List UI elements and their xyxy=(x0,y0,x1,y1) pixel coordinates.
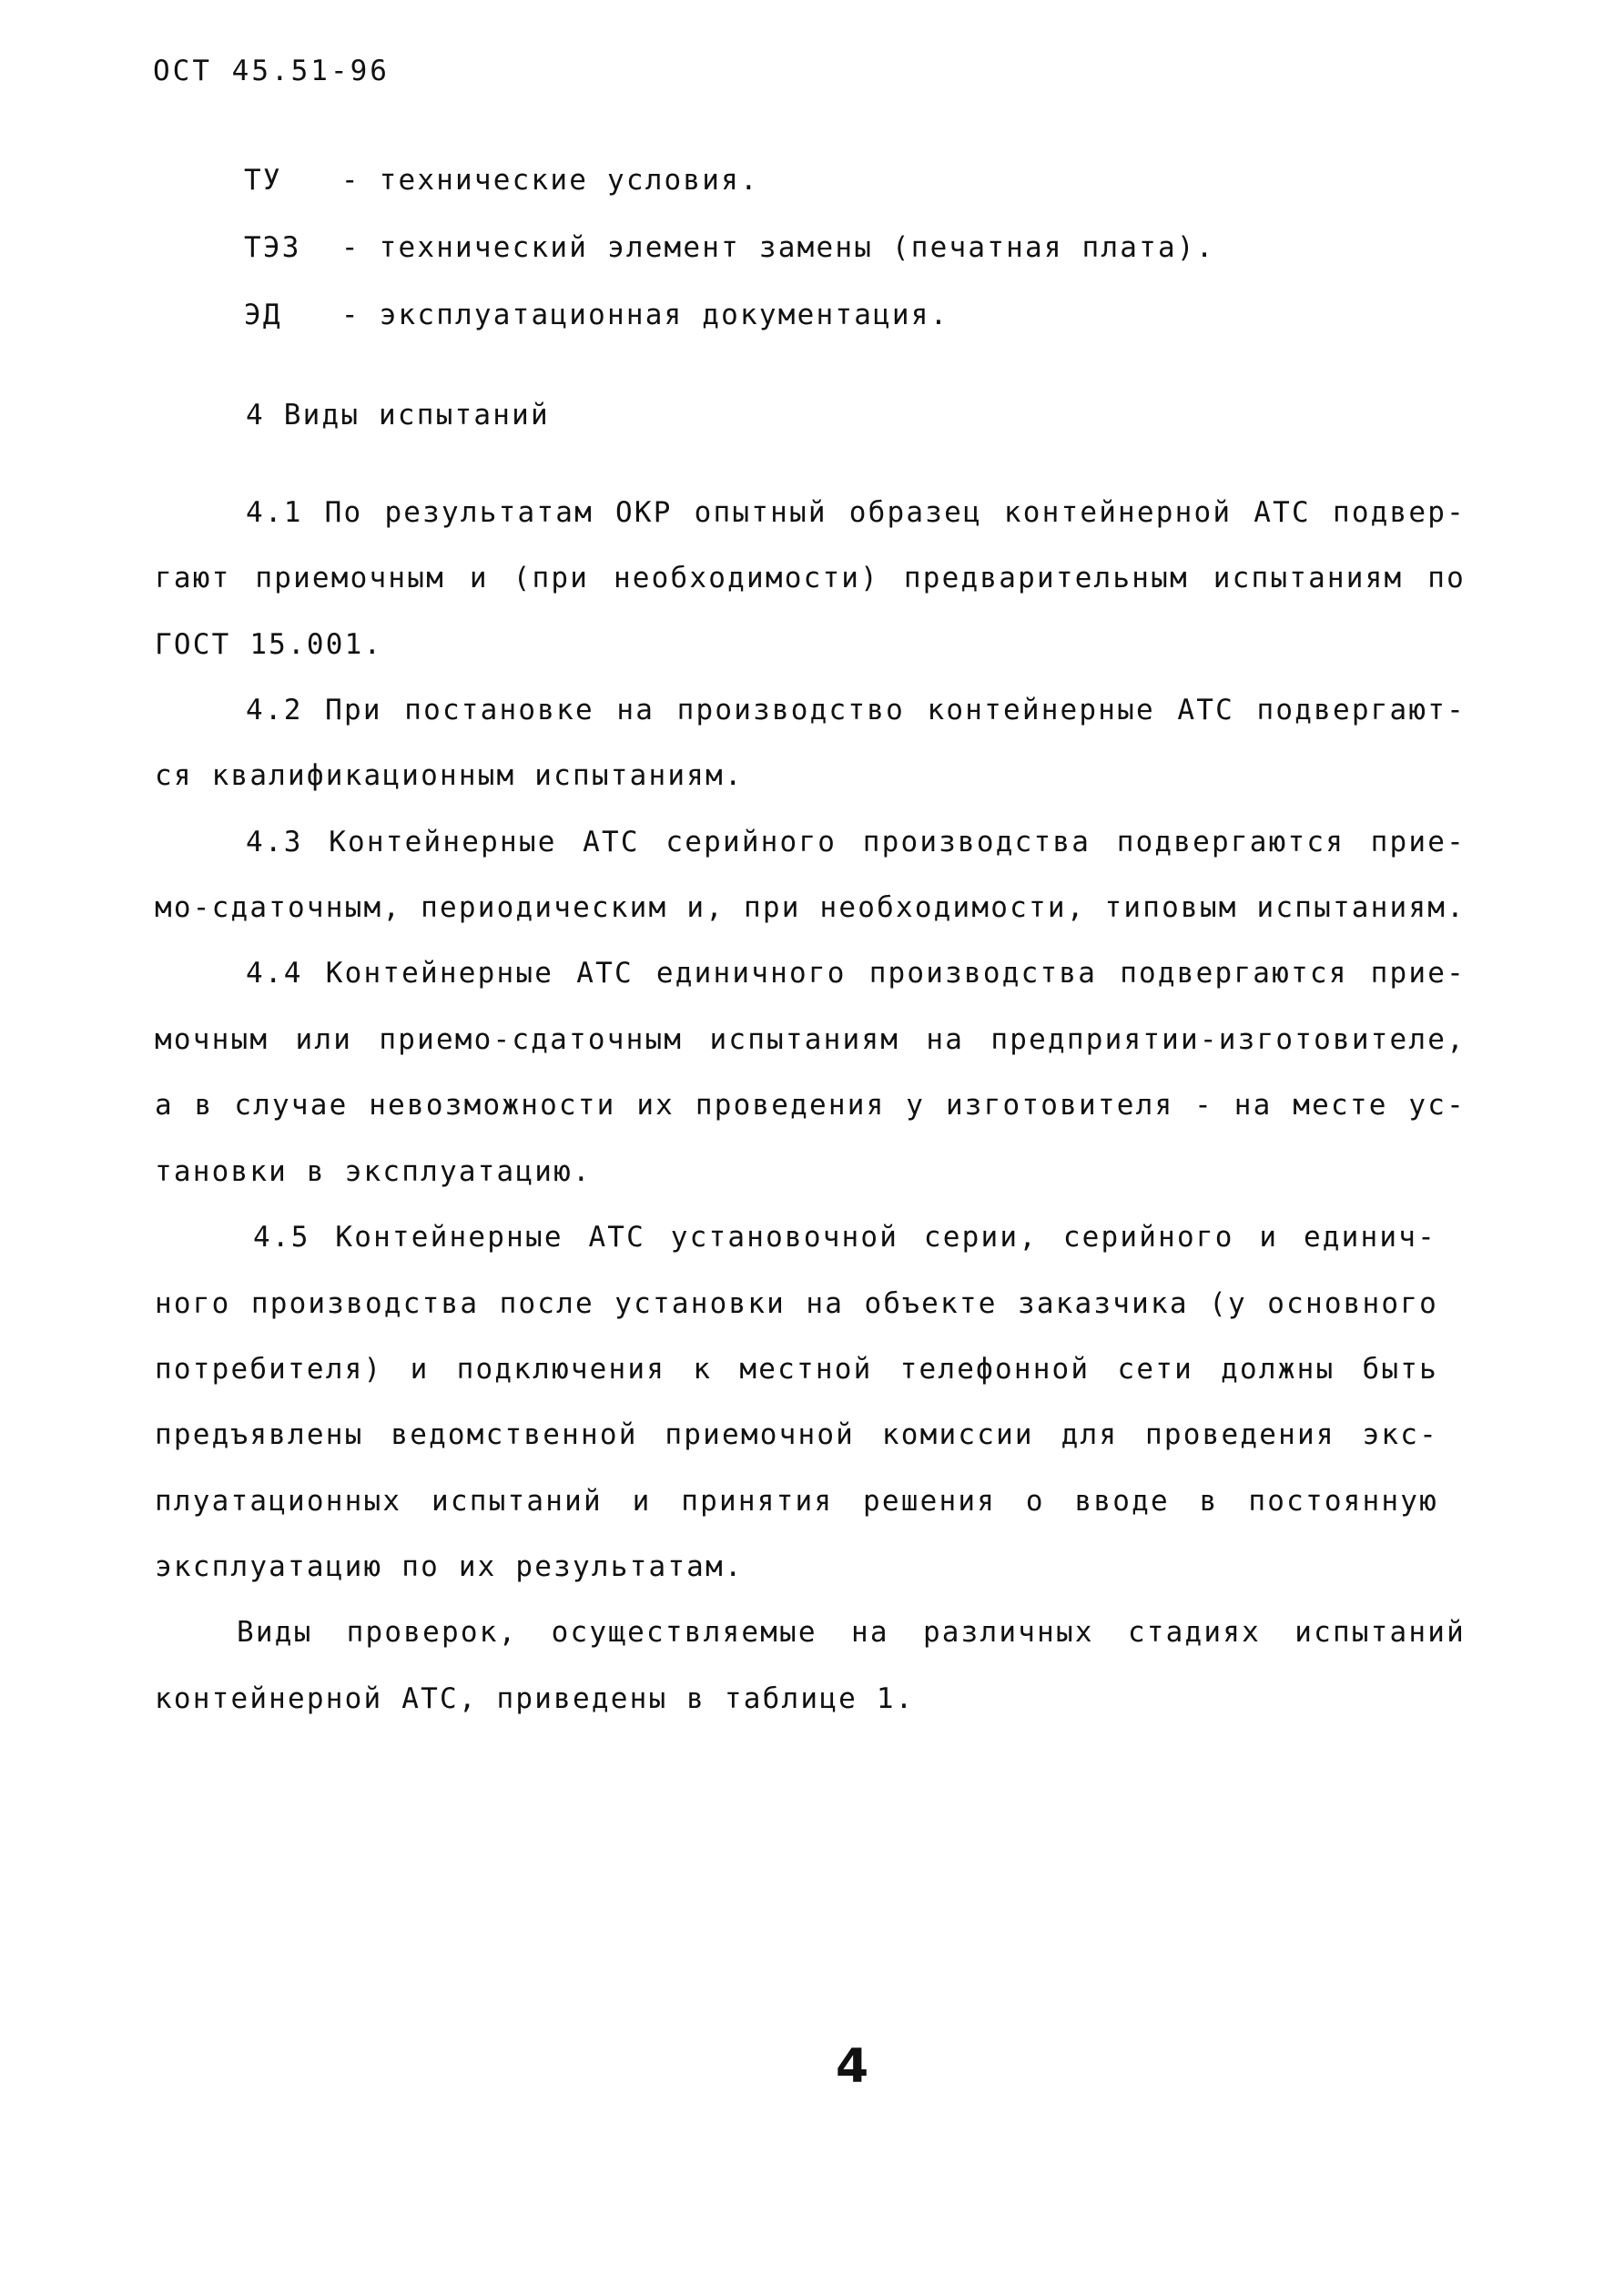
paragraph-line: ГОСТ 15.001. xyxy=(155,628,383,661)
abbreviation-item xyxy=(244,164,759,197)
page-number: 4 xyxy=(836,2039,869,2094)
paragraph-line: 4.2 При постановке на производство контейнерные АТС подвергают- xyxy=(246,694,1466,726)
paragraph-line: 4.5 Контейнерные АТС установочной серии, серийного и единич- xyxy=(253,1221,1436,1254)
paragraph-line: мо-сдаточным, периодическим и, при необходимости, типовым испытаниям. xyxy=(155,891,1466,924)
document-code-header: ОСТ 45.51-96 xyxy=(153,55,390,87)
paragraph-line: контейнерной АТС, приведены в таблице 1. xyxy=(155,1682,915,1715)
abbreviation-definition: - технические условия. xyxy=(340,164,759,197)
paragraph-line: предъявлены ведомственной приемочной комиссии для проведения экс- xyxy=(155,1418,1438,1451)
paragraph-line: плуатационных испытаний и принятия решения о вводе в постоянную xyxy=(155,1485,1438,1518)
paragraph-line: ся квалификационным испытаниям. xyxy=(155,759,744,792)
paragraph-line: мочным или приемо-сдаточным испытаниям на предприятии-изготовителе, xyxy=(155,1023,1466,1056)
abbreviation-term: ЭД xyxy=(244,299,282,331)
paragraph-line: гают приемочным и (при необходимости) предварительным испытаниям по xyxy=(155,562,1466,594)
abbreviation-term: ТУ xyxy=(244,164,282,197)
paragraph-line: 4.1 По результатам ОКР опытный образец контейнерной АТС подвер- xyxy=(246,496,1466,529)
abbreviation-definition: - эксплуатационная документация. xyxy=(340,299,949,331)
abbreviation-term: ТЭЗ xyxy=(244,231,301,264)
paragraph-line: 4.3 Контейнерные АТС серийного производства подвергаются прие- xyxy=(246,826,1466,858)
paragraph-line: потребителя) и подключения к местной телефонной сети должны быть xyxy=(155,1353,1438,1386)
paragraph-line: а в случае невозможности их проведения у изготовителя - на месте ус- xyxy=(155,1089,1466,1122)
section-title: 4 Виды испытаний xyxy=(246,399,550,432)
abbreviation-definition: - технический элемент замены (печатная плата). xyxy=(340,231,1215,264)
paragraph-line: 4.4 Контейнерные АТС единичного производства подвергаются прие- xyxy=(246,957,1466,990)
paragraph-line: тановки в эксплуатацию. xyxy=(155,1155,592,1188)
paragraph-line: эксплуатацию по их результатам. xyxy=(155,1550,744,1583)
paragraph-line: ного производства после установки на объекте заказчика (у основного xyxy=(155,1287,1438,1320)
abbreviation-item xyxy=(244,299,949,331)
paragraph-line: Виды проверок, осуществляемые на различных стадиях испытаний xyxy=(237,1616,1466,1649)
abbreviation-item xyxy=(244,231,1215,264)
